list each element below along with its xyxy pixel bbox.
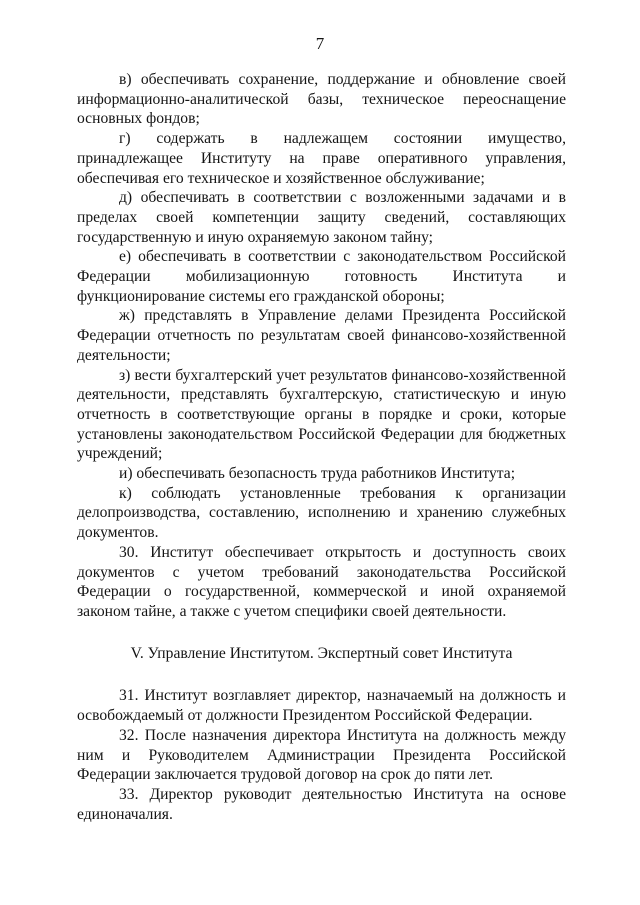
paragraph-31: 31. Институт возглавляет директор, назначаемый на должность и освобождаемый от должности Президентом Российской Федерации. bbox=[77, 687, 566, 725]
paragraph-item-k: к) соблюдать установленные требования к организации делопроизводства, составлению, исполнению и хранению служебных документов. bbox=[77, 484, 566, 542]
paragraph-30: 30. Институт обеспечивает открытость и доступность своих документов с учетом требований законодательства Российской Федерации о государственной, коммерческой и иной охраняемой законом тайне, а также с учетом специфики своей деятельности. bbox=[77, 543, 566, 620]
paragraph-item-g: г) содержать в надлежащем состоянии имущество, принадлежащее Институту на праве оперативного управления, обеспечивая его техническое и хозяйственное обслуживание; bbox=[77, 130, 566, 187]
section-heading: V. Управление Институтом. Экспертный совет Института bbox=[130, 644, 513, 662]
paragraph-item-zh: ж) представлять в Управление делами Президента Российской Федерации отчетность по результатам своей финансово-хозяйственной деятельности; bbox=[77, 307, 566, 364]
paragraph-item-z: з) вести бухгалтерский учет результатов финансово-хозяйственной деятельности, представлять бухгалтерскую, статистическую и иную отчетность в соответствующие органы в порядке и сроки, которые установлены законодательством Российской Федерации для бюджетных учреждений; bbox=[77, 366, 566, 463]
paragraph-item-i: и) обеспечивать безопасность труда работников Института; bbox=[119, 465, 516, 483]
paragraph-32: 32. После назначения директора Института на должность между ним и Руководителем Администрации Президента Российской Федерации заключается трудовой договор на срок до пяти лет. bbox=[77, 726, 566, 784]
paragraph-item-v: в) обеспечивать сохранение, поддержание и обновление своей информационно-аналитической базы, техническое переоснащение основных фондов; bbox=[77, 71, 566, 128]
paragraph-item-e: е) обеспечивать в соответствии с законодательством Российской Федерации мобилизационную готовность Института и функционирование системы его гражданской обороны; bbox=[77, 248, 566, 305]
paragraph-item-d: д) обеспечивать в соответствии с возложенными задачами и в пределах своей компетенции защиту сведений, составляющих государственную и иную охраняемую законом тайну; bbox=[77, 189, 566, 246]
page-number: 7 bbox=[315, 34, 325, 53]
paragraph-33: 33. Директор руководит деятельностью Института на основе единоначалия. bbox=[77, 785, 566, 823]
document-body bbox=[77, 70, 566, 824]
